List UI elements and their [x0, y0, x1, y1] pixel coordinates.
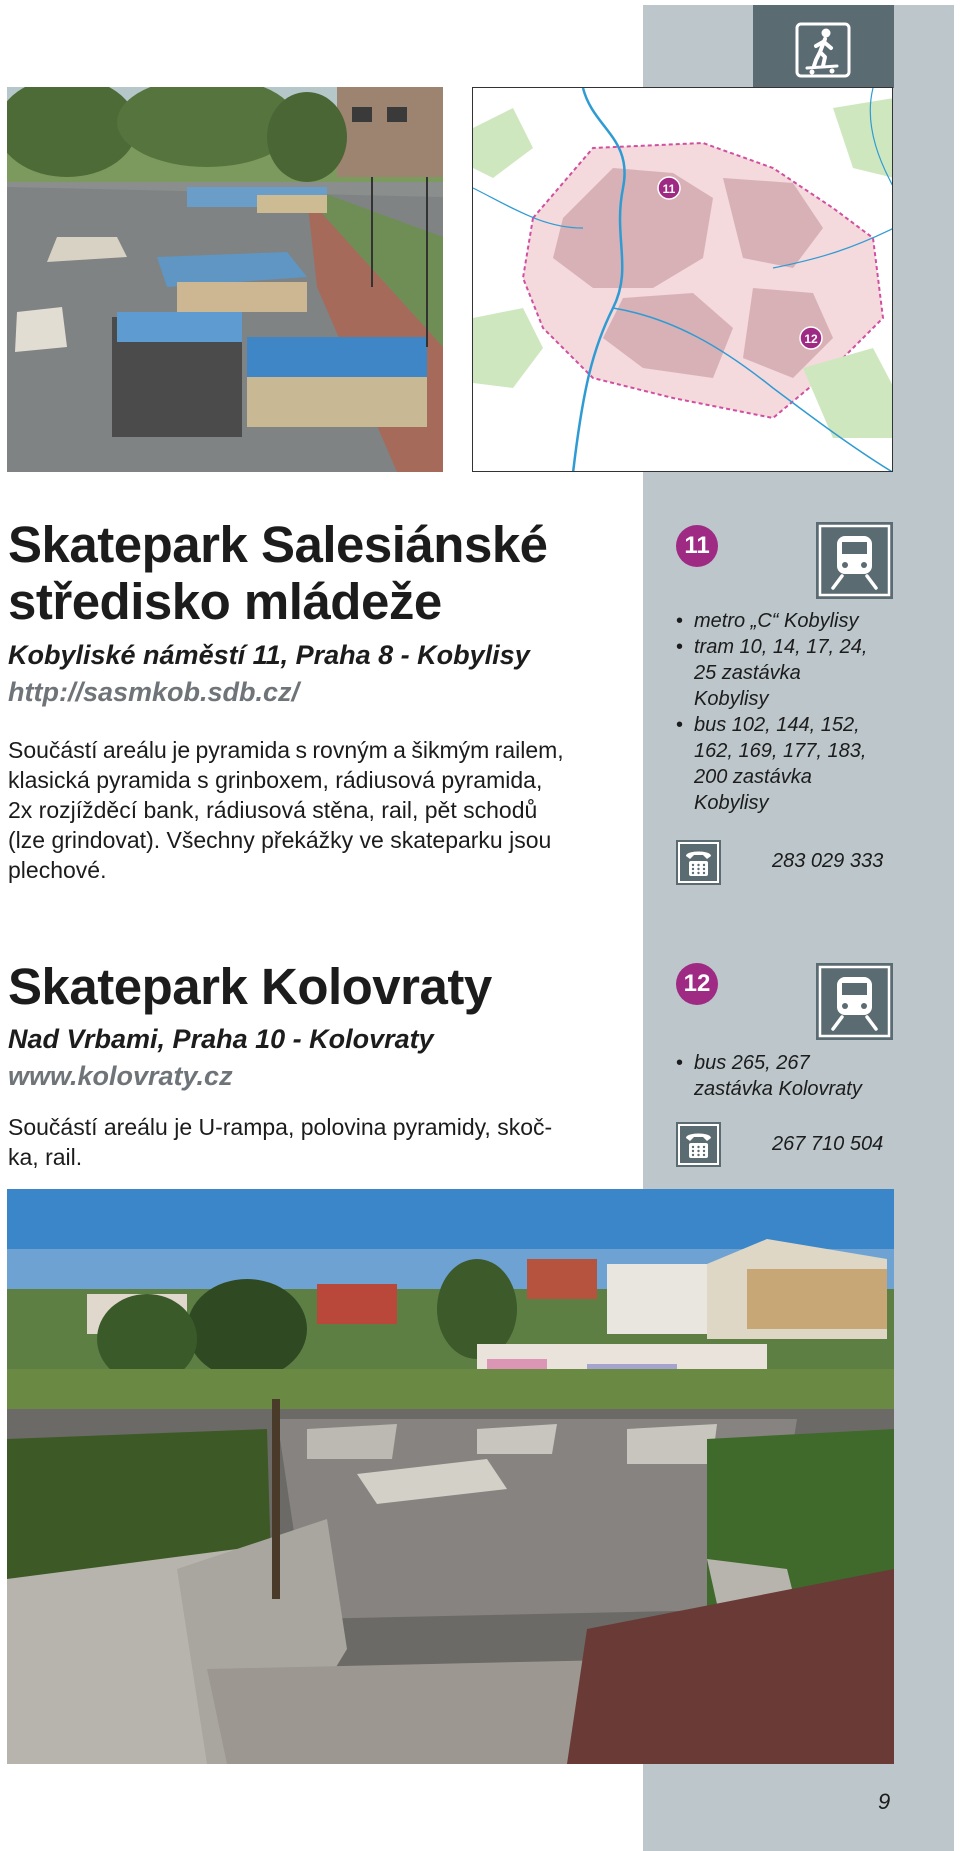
park1-desc-line: Součástí areálu je pyramida s rovným a šikmým railem,: [8, 737, 564, 763]
transit-item: • tram 10, 14, 17, 24, 25 zastávka Kobylisy: [676, 634, 916, 712]
svg-text:11: 11: [662, 182, 676, 196]
train-icon: [816, 963, 893, 1040]
park2-description: [8, 1112, 603, 1172]
park2-title: Skatepark Kolovraty: [8, 958, 492, 1015]
park2-desc-line: Součástí areálu je U-rampa, polovina pyramidy, skoč-: [8, 1114, 553, 1140]
park1-desc-line: klasická pyramida s grinboxem, rádiusová pyramida,: [8, 767, 543, 793]
park2-phone-number: 267 710 504: [772, 1133, 884, 1155]
park1-number-badge: 11: [676, 525, 718, 567]
park2-desc-line: ka, rail.: [8, 1144, 83, 1170]
page-number: 9: [878, 1789, 891, 1814]
park2-number-badge: 12: [676, 963, 718, 1005]
park1-address: Kobyliské náměstí 11, Praha 8 - Kobylisy: [8, 640, 530, 670]
park1-desc-line: plechové.: [8, 857, 107, 883]
skatepark-kolovraty-photo: [7, 1189, 894, 1764]
park1-title: [8, 516, 548, 630]
park2-address: Nad Vrbami, Praha 10 - Kolovraty: [8, 1024, 434, 1054]
phone-icon: [676, 840, 721, 885]
phone-icon: [676, 1122, 721, 1167]
park1-title-line1: Skatepark Salesiánské: [8, 516, 548, 573]
prague-map: [472, 87, 893, 472]
park1-transit-list: [676, 608, 916, 816]
park1-url-link[interactable]: http://sasmkob.sdb.cz/: [8, 677, 300, 707]
skatepark-salesianske-photo: [7, 87, 443, 472]
map-marker-12: [800, 327, 822, 349]
train-icon: [816, 522, 893, 599]
svg-text:12: 12: [804, 332, 818, 346]
park1-phone-number: 283 029 333: [772, 850, 884, 872]
park1-title-line2: středisko mládeže: [8, 573, 442, 630]
park1-description: [8, 735, 603, 885]
park1-desc-line: (lze grindovat). Všechny překážky ve skateparku jsou: [8, 827, 552, 853]
skateboarder-icon: [795, 22, 851, 78]
transit-item: • metro „C“ Kobylisy: [676, 608, 916, 634]
transit-item: • bus 102, 144, 152, 162, 169, 177, 183, 200 zastávka Kobylisy: [676, 712, 916, 816]
park2-url-link[interactable]: www.kolovraty.cz: [8, 1061, 233, 1091]
park1-desc-line: 2x rozjížděcí bank, rádiusová stěna, rail, pět schodů: [8, 797, 538, 823]
transit-item: • bus 265, 267 zastávka Kolovraty: [676, 1050, 916, 1102]
park2-transit-list: [676, 1050, 916, 1102]
map-marker-11: [658, 177, 680, 199]
